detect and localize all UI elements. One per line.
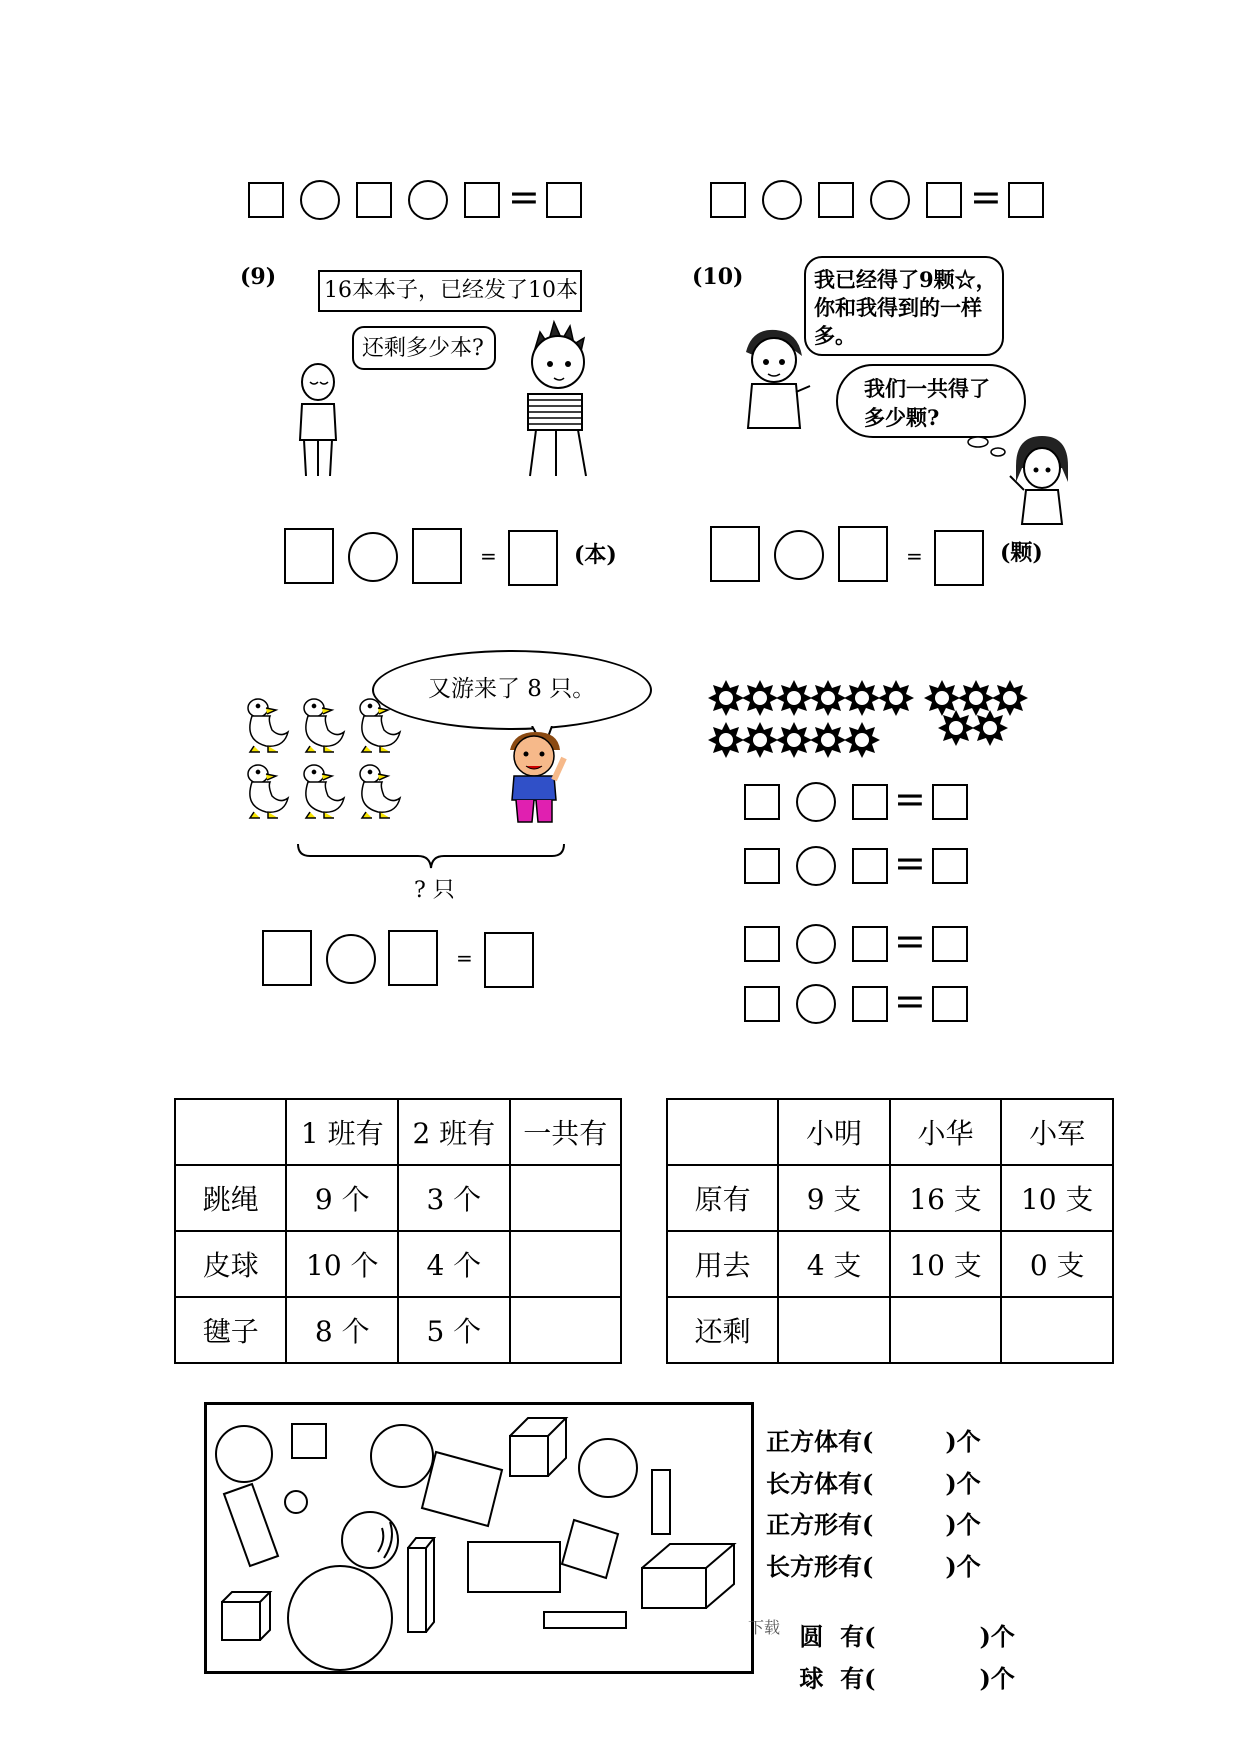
operator-circle[interactable] xyxy=(762,180,802,220)
equals-sign: = xyxy=(906,544,923,568)
equals-sign: = xyxy=(480,544,497,568)
man-illustration xyxy=(284,360,354,480)
operator-circle[interactable] xyxy=(300,180,340,220)
table-class-items xyxy=(174,1098,622,1364)
boy-illustration xyxy=(734,322,812,434)
unit-label: (颗) xyxy=(1000,540,1043,566)
answer-box[interactable] xyxy=(262,930,312,986)
answer-box[interactable] xyxy=(852,784,888,820)
answer-box[interactable] xyxy=(284,528,334,584)
operator-circle[interactable] xyxy=(796,846,836,886)
answer-cell[interactable] xyxy=(890,1297,1002,1363)
equals-sign: = xyxy=(894,979,926,1023)
answer-box[interactable] xyxy=(508,530,558,586)
table-row xyxy=(175,1297,621,1363)
table-cell: 16 支 xyxy=(890,1165,1002,1231)
speech-text: 我已经得了9颗☆，你和我得到的一样多。 xyxy=(814,267,997,348)
operator-circle[interactable] xyxy=(326,934,376,984)
speech-bubble-man xyxy=(352,326,496,370)
row-label: 跳绳 xyxy=(175,1165,286,1231)
shape-count-square: 正方形有( )个 xyxy=(766,1510,981,1539)
answer-box[interactable] xyxy=(710,182,746,218)
answer-box[interactable] xyxy=(388,930,438,986)
answer-box[interactable] xyxy=(1008,182,1044,218)
row-label: 毽子 xyxy=(175,1297,286,1363)
operator-circle[interactable] xyxy=(348,532,398,582)
answer-box[interactable] xyxy=(744,784,780,820)
answer-box[interactable] xyxy=(926,182,962,218)
answer-box[interactable] xyxy=(818,182,854,218)
table-row xyxy=(667,1231,1113,1297)
speech-bubble-boy xyxy=(318,270,582,312)
star-suns-illustration xyxy=(706,676,1040,762)
table-header: 一共有 xyxy=(510,1099,621,1165)
equals-sign: = xyxy=(456,946,473,970)
table-row xyxy=(175,1231,621,1297)
table-header: 小明 xyxy=(778,1099,889,1165)
table-header xyxy=(667,1099,778,1165)
table-cell: 10 支 xyxy=(890,1231,1002,1297)
answer-box[interactable] xyxy=(932,986,968,1022)
speech-bubble-boy xyxy=(804,256,1004,356)
speech-text: 我们一共得了多少颗? xyxy=(864,376,990,430)
answer-box[interactable] xyxy=(852,848,888,884)
answer-box[interactable] xyxy=(744,986,780,1022)
table-header: 1 班有 xyxy=(286,1099,398,1165)
table-cell: 4 个 xyxy=(398,1231,509,1297)
table-header: 小华 xyxy=(890,1099,1002,1165)
answer-box[interactable] xyxy=(484,932,534,988)
answer-cell[interactable] xyxy=(510,1297,621,1363)
table-header: 2 班有 xyxy=(398,1099,509,1165)
operator-circle[interactable] xyxy=(796,924,836,964)
answer-box[interactable] xyxy=(546,182,582,218)
answer-box[interactable] xyxy=(744,848,780,884)
shape-count-cuboid: 长方体有( )个 xyxy=(766,1469,981,1498)
thought-bubble-girl xyxy=(836,364,1026,438)
table-row xyxy=(667,1165,1113,1231)
table-cell: 10 个 xyxy=(286,1231,398,1297)
brace xyxy=(296,842,566,872)
table-cell: 0 支 xyxy=(1001,1231,1113,1297)
equals-sign: = xyxy=(894,777,926,821)
shape-count-sphere: 球 有( )个 xyxy=(799,1664,1015,1693)
answer-box[interactable] xyxy=(934,530,984,586)
operator-circle[interactable] xyxy=(408,180,448,220)
answer-box[interactable] xyxy=(932,784,968,820)
unit-label: (本) xyxy=(574,542,617,568)
waving-boy-illustration xyxy=(498,730,570,826)
answer-box[interactable] xyxy=(838,526,888,582)
boy-with-books-illustration xyxy=(516,312,602,482)
equals-sign: = xyxy=(508,175,540,219)
answer-cell[interactable] xyxy=(1001,1297,1113,1363)
answer-box[interactable] xyxy=(932,926,968,962)
speech-text: 又游来了 8 只。 xyxy=(428,676,596,702)
table-header: 小军 xyxy=(1001,1099,1113,1165)
answer-box[interactable] xyxy=(248,182,284,218)
brace-label: ? 只 xyxy=(414,878,455,903)
table-row xyxy=(175,1165,621,1231)
watermark-text: 下载 xyxy=(748,1618,781,1637)
table-header xyxy=(175,1099,286,1165)
table-pencils xyxy=(666,1098,1114,1364)
row-label: 还剩 xyxy=(667,1297,778,1363)
ducks-illustration xyxy=(240,696,416,828)
answer-box[interactable] xyxy=(744,926,780,962)
answer-cell[interactable] xyxy=(510,1231,621,1297)
answer-cell[interactable] xyxy=(510,1165,621,1231)
table-row xyxy=(667,1297,1113,1363)
row-label: 原有 xyxy=(667,1165,778,1231)
row-label: 皮球 xyxy=(175,1231,286,1297)
equals-sign: = xyxy=(970,175,1002,219)
operator-circle[interactable] xyxy=(796,984,836,1024)
operator-circle[interactable] xyxy=(774,530,824,580)
answer-box[interactable] xyxy=(356,182,392,218)
shape-count-circle: 圆 有( )个 xyxy=(799,1622,1015,1651)
table-cell: 5 个 xyxy=(398,1297,509,1363)
table-cell: 8 个 xyxy=(286,1297,398,1363)
operator-circle[interactable] xyxy=(870,180,910,220)
answer-box[interactable] xyxy=(412,528,462,584)
table-cell: 10 支 xyxy=(1001,1165,1113,1231)
table-cell: 4 支 xyxy=(778,1231,889,1297)
row-label: 用去 xyxy=(667,1231,778,1297)
answer-box[interactable] xyxy=(464,182,500,218)
equals-sign: = xyxy=(894,919,926,963)
shape-count-cube: 正方体有( )个 xyxy=(766,1427,981,1456)
speech-text: 16本本子，已经发了10本 xyxy=(324,278,578,303)
speech-text: 还剩多少本? xyxy=(362,336,484,361)
shape-count-rectangle: 长方形有( )个 xyxy=(766,1552,981,1581)
problem-number: (9) xyxy=(240,264,277,290)
table-cell: 9 个 xyxy=(286,1165,398,1231)
shapes-picture xyxy=(204,1402,754,1674)
table-cell: 3 个 xyxy=(398,1165,509,1231)
answer-box[interactable] xyxy=(852,926,888,962)
table-cell: 9 支 xyxy=(778,1165,889,1231)
equals-sign: = xyxy=(894,841,926,885)
answer-box[interactable] xyxy=(852,986,888,1022)
girl-illustration xyxy=(1006,432,1072,528)
answer-box[interactable] xyxy=(932,848,968,884)
answer-box[interactable] xyxy=(710,526,760,582)
operator-circle[interactable] xyxy=(796,782,836,822)
problem-number: (10) xyxy=(692,264,744,290)
answer-cell[interactable] xyxy=(778,1297,889,1363)
